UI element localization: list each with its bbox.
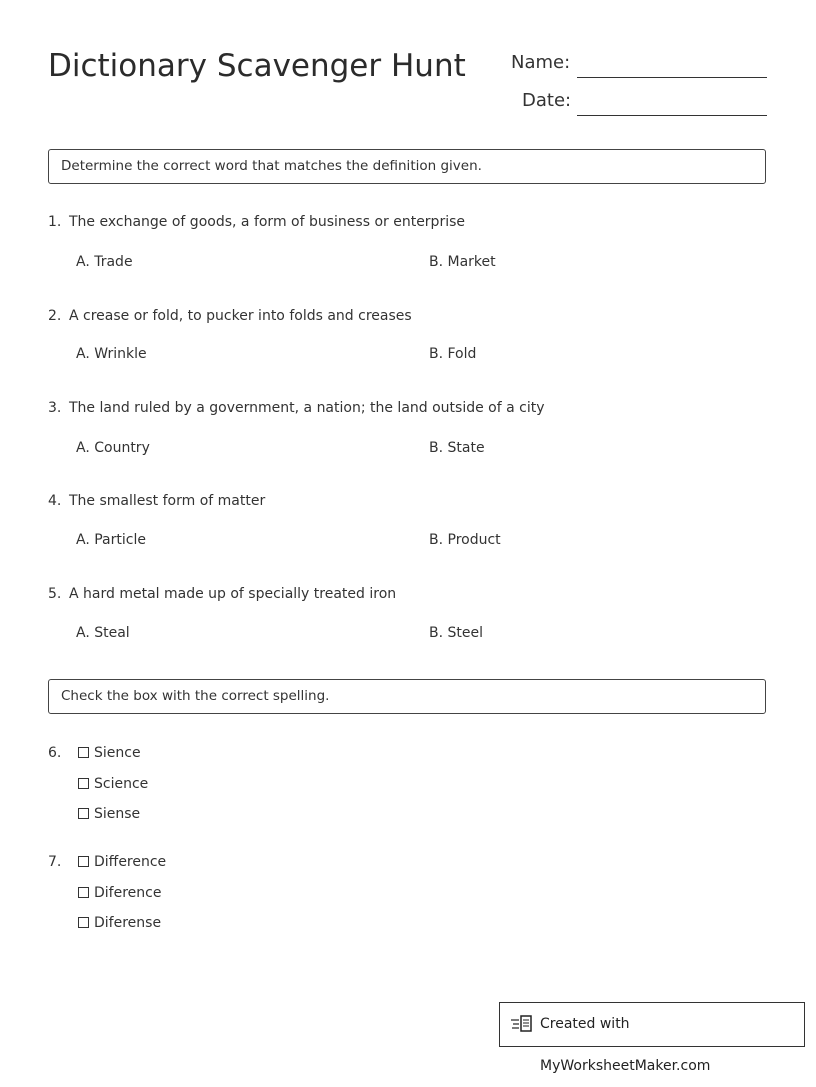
question-3-option-a[interactable]: A. Country: [76, 440, 150, 456]
question-text: The land ruled by a government, a nation; the land outside of a city: [69, 400, 545, 416]
date-field[interactable]: [577, 115, 767, 116]
question-1-option-a[interactable]: A. Trade: [76, 254, 133, 270]
question-number: 5.: [48, 586, 62, 602]
question-text: A hard metal made up of specially treated iron: [69, 586, 397, 602]
footer-text: Created with MyWorksheetMaker.com: [540, 1016, 711, 1074]
choice-label: Science: [94, 776, 149, 792]
choice-label: Diference: [94, 885, 162, 901]
question-number: 4.: [48, 493, 62, 509]
choice-label: Diferense: [94, 915, 162, 931]
question-5-option-a[interactable]: A. Steal: [76, 625, 130, 641]
question-2-option-b[interactable]: B. Fold: [429, 346, 477, 362]
question-7-choice-3[interactable]: [78, 913, 161, 933]
choice-label: Sience: [94, 745, 141, 761]
name-field[interactable]: [577, 77, 767, 78]
question-4-option-a[interactable]: A. Particle: [76, 532, 146, 548]
footer-badge[interactable]: [499, 1002, 805, 1074]
name-label: Name:: [511, 52, 571, 73]
question-5: [48, 586, 396, 602]
question-7-choice-1[interactable]: [78, 852, 166, 872]
question-7-number: 7.: [48, 854, 62, 870]
instruction-box-spelling: [48, 679, 766, 714]
question-3-option-b[interactable]: B. State: [429, 440, 485, 456]
question-number: 3.: [48, 400, 62, 416]
question-2: [48, 308, 412, 324]
question-6-number: 6.: [48, 745, 62, 761]
question-text: The smallest form of matter: [69, 493, 266, 509]
question-6-choice-3[interactable]: [78, 804, 140, 824]
question-text: A crease or fold, to pucker into folds and creases: [69, 308, 412, 324]
question-2-option-a[interactable]: A. Wrinkle: [76, 346, 147, 362]
choice-label: Siense: [94, 806, 141, 822]
checkbox[interactable]: [78, 747, 89, 758]
question-3: [48, 400, 545, 416]
checkbox[interactable]: [78, 778, 89, 789]
question-6-choice-1[interactable]: [78, 743, 141, 763]
choice-label: Difference: [94, 854, 167, 870]
question-1-option-b[interactable]: B. Market: [429, 254, 496, 270]
question-number: 2.: [48, 308, 62, 324]
question-1: [48, 214, 465, 230]
question-text: The exchange of goods, a form of business or enterprise: [69, 214, 465, 230]
instruction-text: Check the box with the correct spelling.: [61, 688, 330, 704]
question-5-option-b[interactable]: B. Steel: [429, 625, 483, 641]
worksheet-title: Dictionary Scavenger Hunt: [48, 48, 466, 84]
checkbox[interactable]: [78, 808, 89, 819]
date-label: Date:: [522, 90, 572, 111]
question-number: 1.: [48, 214, 62, 230]
checkbox[interactable]: [78, 917, 89, 928]
question-4-option-b[interactable]: B. Product: [429, 532, 501, 548]
instruction-text: Determine the correct word that matches the definition given.: [61, 158, 482, 174]
worksheet-maker-logo-icon: [510, 1013, 534, 1035]
checkbox[interactable]: [78, 887, 89, 898]
instruction-box-definitions: [48, 149, 766, 184]
question-4: [48, 493, 265, 509]
question-7-choice-2[interactable]: [78, 883, 161, 903]
question-6-choice-2[interactable]: [78, 774, 148, 794]
checkbox[interactable]: [78, 856, 89, 867]
